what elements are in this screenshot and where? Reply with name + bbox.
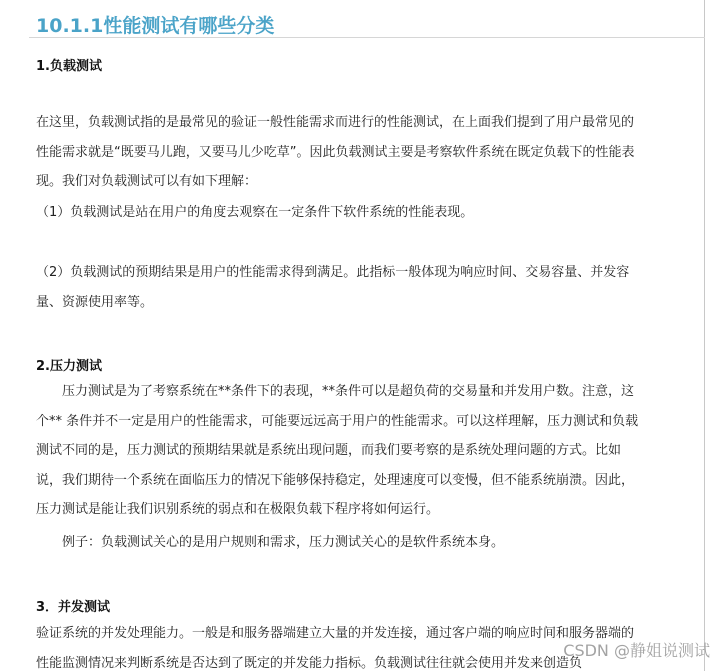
- heading-stress-testing: 2.压力测试: [36, 359, 102, 374]
- list-item: （2）负载测试的预期结果是用户的性能需求得到满足。此指标一般体现为响应时间、交易容量、并发容量、资源使用率等。: [36, 265, 630, 310]
- list-item: （1）负载测试是站在用户的角度去观察在一定条件下软件系统的性能表现。: [36, 205, 474, 220]
- title-underline: [29, 37, 705, 38]
- paragraph-example: 例子：负载测试关心的是用户规则和需求，压力测试关心的是软件系统本身。: [62, 535, 505, 550]
- paragraph: 压力测试是为了考察系统在**条件下的表现，**条件可以是超负荷的交易量和并发用户数。注意，这个** 条件并不一定是用户的性能需求，可能要远远高于用户的性能需求。可以这样理解，压力测试和负载测试不同的是，压力测试的预期结果就是系统出现问题，而我们要考察的是系统处理问题的方式。比如说，我们期待一个系统在面临压力的情况下能够保持稳定，处理速度可以变慢，但不能系统崩溃。因此，压力测试是能让我们识别系统的弱点和在极限负载下程序将如何运行。: [36, 384, 639, 517]
- csdn-watermark: CSDN @静姐说测试: [563, 641, 710, 660]
- paragraph: 验证系统的并发处理能力。一般是和服务器端建立大量的并发连接，通过客户端的响应时间和服务器端的性能监测情况来判断系统是否达到了既定的并发能力指标。负载测试往往就会使用并发来创造负: [36, 626, 635, 671]
- heading-concurrency-testing: 3．并发测试: [36, 600, 111, 615]
- paragraph: 在这里，负载测试指的是最常见的验证一般性能需求而进行的性能测试，在上面我们提到了用户最常见的性能需求就是“既要马儿跑，又要马儿少吃草”。因此负载测试主要是考察软件系统在既定负载下的性能表现。我们对负载测试可以有如下理解：: [36, 115, 635, 189]
- heading-load-testing: 1.负载测试: [36, 59, 102, 74]
- section-title: 10.1.1性能测试有哪些分类: [36, 15, 275, 37]
- page-edge-divider: [704, 0, 705, 671]
